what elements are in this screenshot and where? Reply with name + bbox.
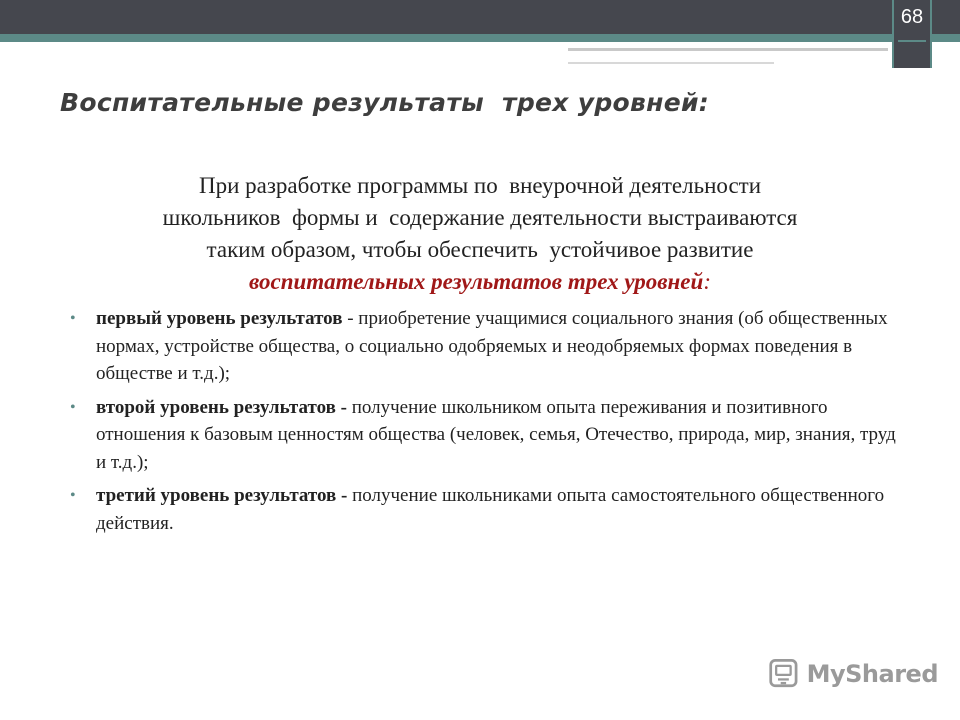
slide-title: Воспитательные результаты трех уровней: <box>60 88 710 117</box>
intro-emphasis: воспитательных результатов трех уровней <box>249 269 704 294</box>
page-number: 68 <box>900 6 924 28</box>
level-2-heading: второй уровень результатов - <box>96 396 347 418</box>
myshared-watermark <box>768 652 938 696</box>
page-number-underline <box>898 40 926 42</box>
intro-line-3: таким образом, чтобы обеспечить устойчивое развитие <box>206 237 754 262</box>
level-2-text: получение школьником опыта переживания и позитивного отношения к базовым ценностям общества (человек, семья, Отечество, природа, мир, знания, труд и т.д.); <box>96 396 896 473</box>
bullet-icon: • <box>70 310 76 327</box>
decorative-rule-upper <box>568 48 888 51</box>
intro-line-1: При разработке программы по внеурочной деятельности <box>198 173 762 198</box>
decorative-rule-lower <box>568 62 774 64</box>
level-3-heading: третий уровень результатов - <box>96 485 348 506</box>
list-item-level-3 <box>68 482 908 537</box>
page-number-tab <box>892 0 932 68</box>
bullet-icon: • <box>70 487 76 504</box>
mobile-presentation-icon <box>768 656 801 692</box>
watermark-label: MyShared <box>806 660 938 688</box>
header-bar <box>0 0 960 34</box>
level-1-text: - приобретение учащимися социального знания (об общественных нормах, устройстве общества, о социально одобряемых и неодобряемых формах поведения в обществе и т.д.); <box>96 308 888 384</box>
level-3-text: получение школьниками опыта самостоятельного общественного действия. <box>96 485 885 534</box>
intro-line-2: школьников формы и содержание деятельности выстраиваются <box>162 205 798 230</box>
intro-emphasis-colon: : <box>703 269 711 294</box>
list-item-level-2 <box>68 394 908 477</box>
bullet-icon: • <box>70 398 76 416</box>
intro-line-4 <box>40 266 920 298</box>
intro-paragraph <box>40 170 920 298</box>
levels-list <box>68 305 908 543</box>
list-item-level-1 <box>68 305 908 388</box>
header-accent-stripe <box>0 34 960 42</box>
level-1-heading: первый уровень результатов <box>96 308 343 329</box>
